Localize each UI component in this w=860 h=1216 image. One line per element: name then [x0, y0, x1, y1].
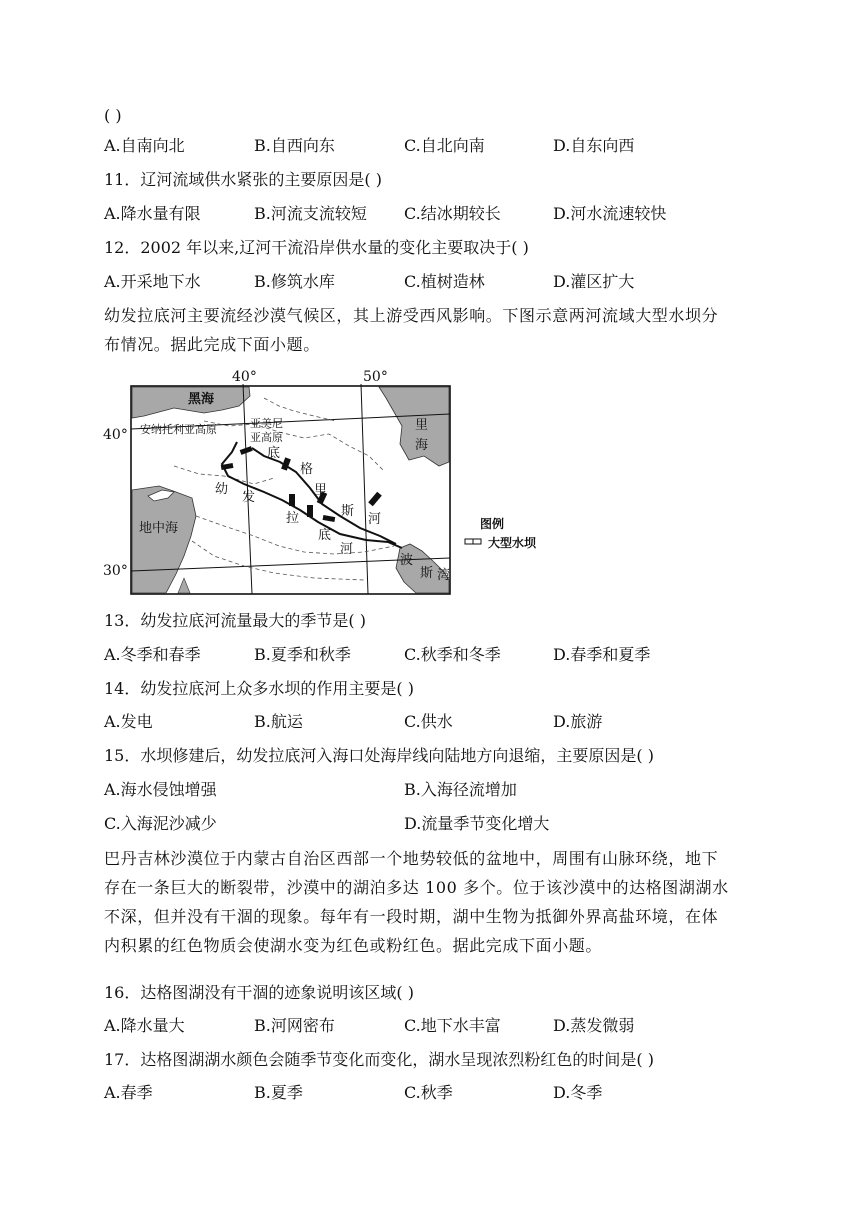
q16-option-d: D.蒸发微弱 — [553, 1016, 635, 1035]
passage-badain-jaran — [104, 844, 756, 960]
euphrates-label-2: 发 — [242, 490, 256, 505]
gulf-label-2: 斯 — [420, 566, 434, 581]
q17-option-c: C.秋季 — [404, 1083, 453, 1102]
gulf-label-1: 波 — [400, 553, 414, 568]
q13-stem: 13．幼发拉底河流量最大的季节是( ) — [104, 611, 366, 630]
armenia-plateau-label-2: 亚高原 — [250, 431, 283, 444]
q11-stem: 11．辽河流域供水紧张的主要原因是( ) — [104, 170, 382, 189]
q14-stem: 14．幼发拉底河上众多水坝的作用主要是( ) — [104, 679, 414, 698]
q12-option-b: B.修筑水库 — [254, 272, 335, 291]
q14-option-c: C.供水 — [404, 712, 453, 731]
q12-option-a: A.开采地下水 — [104, 272, 201, 291]
q13-option-d: D.春季和夏季 — [553, 645, 651, 664]
euphrates-label-1: 幼 — [215, 482, 229, 497]
dam-marker — [289, 494, 295, 506]
q14-option-a: A.发电 — [104, 712, 153, 731]
tigris-label-4: 斯 — [341, 504, 355, 519]
q15-stem: 15．水坝修建后，幼发拉底河入海口处海岸线向陆地方向退缩，主要原因是( ) — [104, 746, 654, 765]
passage-line: 存在一条巨大的断裂带，沙漠中的湖泊多达 100 多个。位于该沙漠中的达格图湖湖水 — [104, 878, 729, 897]
armenia-plateau-label-1: 亚美尼 — [250, 417, 283, 430]
q15-option-a: A.海水侵蚀增强 — [104, 780, 217, 799]
q16-stem: 16．达格图湖没有干涸的迹象说明该区域( ) — [104, 983, 414, 1002]
q14-option-d: D.旅游 — [553, 712, 603, 731]
tigris-euphrates-dam-map — [103, 366, 537, 598]
q17-option-b: B.夏季 — [254, 1083, 303, 1102]
euphrates-label-3: 拉 — [286, 511, 300, 526]
q10-paren: ( ) — [104, 106, 122, 125]
lon-50-label: 50° — [363, 369, 388, 385]
gulf-label-3: 湾 — [437, 568, 451, 583]
tigris-label-1: 底 — [267, 446, 281, 461]
lat-30-label: 30° — [103, 563, 128, 579]
q11-option-a: A.降水量有限 — [104, 204, 201, 223]
q17-option-a: A.春季 — [104, 1083, 153, 1102]
passage-line: 内积累的红色物质会使湖水变为红色或粉红色。据此完成下面小题。 — [104, 936, 603, 955]
q12-option-c: C.植树造林 — [404, 272, 485, 291]
tigris-label-2: 格 — [300, 462, 314, 477]
mediterranean-label: 地中海 — [139, 521, 179, 536]
black-sea-label: 黑海 — [188, 392, 215, 407]
dam-marker — [307, 505, 313, 517]
q12-stem: 12．2002 年以来,辽河干流沿岸供水量的变化主要取决于( ) — [104, 238, 529, 257]
euphrates-he-label: 河 — [340, 542, 354, 557]
passage-line: 幼发拉底河主要流经沙漠气候区，其上游受西风影响。下图示意两河流域大型水坝分 — [104, 306, 719, 325]
passage-euphrates — [104, 301, 756, 359]
q13-option-c: C.秋季和冬季 — [404, 645, 501, 664]
lat-40-label: 40° — [103, 427, 128, 443]
legend-title: 图例 — [480, 517, 505, 531]
passage-line: 不深，但并没有干涸的现象。每年有一段时期，湖中生物为抵御外界高盐环境，在体 — [104, 907, 719, 926]
passage-line: 布情况。据此完成下面小题。 — [104, 335, 320, 354]
legend-dam-label: 大型水坝 — [488, 536, 537, 550]
q13-option-b: B.夏季和秋季 — [254, 645, 351, 664]
q11-option-d: D.河水流速较快 — [553, 204, 667, 223]
lon-40-label: 40° — [232, 369, 257, 385]
q11-option-b: B.河流支流较短 — [254, 204, 367, 223]
q10-option-a: A.自南向北 — [104, 136, 185, 155]
q16-option-a: A.降水量大 — [104, 1016, 185, 1035]
q16-option-c: C.地下水丰富 — [404, 1016, 501, 1035]
passage-line: 巴丹吉林沙漠位于内蒙古自治区西部一个地势较低的盆地中，周围有山脉环绕，地下 — [104, 849, 719, 868]
tigris-label-3: 里 — [314, 483, 328, 498]
q17-stem: 17．达格图湖湖水颜色会随季节变化而变化，湖水呈现浓烈粉红色的时间是( ) — [104, 1050, 654, 1069]
q16-option-b: B.河网密布 — [254, 1016, 335, 1035]
q14-option-b: B.航运 — [254, 712, 303, 731]
q15-option-b: B.入海径流增加 — [404, 780, 517, 799]
tigris-label-5: 河 — [368, 512, 382, 527]
q15-option-d: D.流量季节变化增大 — [404, 814, 550, 833]
caspian-label-1: 里 — [415, 418, 429, 433]
q17-option-d: D.冬季 — [553, 1083, 603, 1102]
q13-option-a: A.冬季和春季 — [104, 645, 201, 664]
q12-option-d: D.灌区扩大 — [553, 272, 635, 291]
q11-option-c: C.结冰期较长 — [404, 204, 501, 223]
q10-option-d: D.自东向西 — [553, 136, 635, 155]
caspian-label-2: 海 — [415, 438, 429, 453]
anatolia-plateau-label: 安纳托利亚高原 — [140, 423, 217, 436]
q10-option-c: C.自北向南 — [404, 136, 485, 155]
euphrates-label-4: 底 — [318, 528, 332, 543]
q10-option-b: B.自西向东 — [254, 136, 335, 155]
q15-option-c: C.入海泥沙减少 — [104, 814, 217, 833]
